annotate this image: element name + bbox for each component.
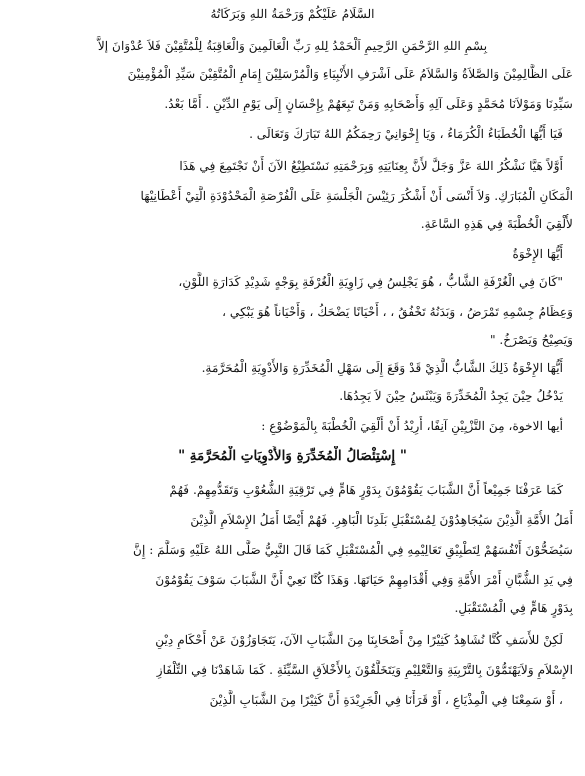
- text-line: عَلَى الظَّالِمِيْنَ وَالصَّلاَةُ وَالسَّلاَمُ عَلَى اَشْرَفِ الأَنْبِيَاءِ وَالْمُرْسَلِيْنَ إِمَامِ الْمُتَّقِيْنَ سَيِّدِ الْمُؤْمِنِيْنَ: [127, 67, 573, 81]
- text-line: كَمَا عَرَفْنَا جَمِيْعاً أَنَّ الشَّبَابَ يَقُوْمُوْنَ بِدَوْرٍ هَامٍّ فِي تَرْقِيَةِ الشُّعُوْبِ وَتَقَدُّمِهِمْ. فَهُمْ: [169, 483, 563, 497]
- text-line: أَمَلُ الأُمَّةِ الَّذِيْنَ سَيُجَاهِدُوْنَ لِمُسْتَقْبَلِ بَلَدِنَا الْبَاهِرِ. فَهُمْ أَيْضًا أَمَلُ الإِسْلاَمِ الَّذِيْنَ: [190, 513, 573, 527]
- text-line: سَيُضَحُّوْنَ أَنْفُسَهُمْ لِتَطْبِيْقِ تَعَالِيْمِهِ فِي الْمُسْتَقْبَلِ كَمَا قَالَ النَّبِيُّ صَلَّى اللهُ عَلَيْهِ وَسَلَّمَ : إِنَّ: [133, 543, 573, 557]
- topic-title: " إِسْتِئْصَالُ الْمُخَدِّرَةِ وَالأَدْوِيَاتِ الْمُحَرَّمَةِ ": [178, 448, 407, 464]
- text-line: لأُلْقِيَ الْخُطْبَةَ فِي هَذِهِ السَّاعَةِ.: [420, 217, 573, 231]
- text-line: بِدَوْرٍ هَامٍّ فِي الْمُسْتَقْبَلِ.: [454, 601, 573, 615]
- text-line: أيها الاخوة، مِنَ التَّزْيِيْنِ آنِفًا، أُرِيْدُ أَنْ أُلْقِيَ الْخُطْبَةَ بِالْمَوْضُوْعِ :: [261, 419, 563, 433]
- greeting-heading: السَّلَامُ عَلَيْكُمْ وَرَحْمَةُ اللهِ وَبَرَكَاتُهُ: [210, 7, 375, 21]
- text-line: فَيَا أَيُّهَا الْخُطَبَاءُ الْكُرَمَاءُ ، وَيَا إِخْوَانِيْ رَحِمَكُمُ اللهُ تَبَارَكَ وَتَعَالَى .: [249, 127, 563, 141]
- text-line: "كَانَ فِي الْغُرْفَةِ الشَّابُّ ، هُوَ يَجْلِسُ فِي زَاوِيَةِ الْغُرْفَةِ بِوَجْهٍ شَدِيْدِ كَدَارَةِ اللَّوْنِ،: [178, 275, 563, 289]
- text-line: الْمَكَانِ الْمُبَارَكِ. وَلاَ أَنْسَى أَنْ أَشْكُرَ رَئِيْسَ الْجَلْسَةِ عَلَى الْفُرْصَةِ الْمَحْدُوْدَةِ الَّتِيْ أَعْطَانِيْهَا: [140, 189, 573, 203]
- text-line: ، أَوْ سَمِعْنَا فِي الْمِذْيَاعِ ، أَوْ قَرَأْنَا فِي الْجَرِيْدَةِ أَنَّ كَثِيْرًا مِنَ الشَّبَابِ الَّذِيْنَ: [209, 693, 563, 707]
- text-line: أَيُّهَا الإِخْوَةُ ذَلِكَ الشَّابُّ الَّذِيْ قَدْ وَقَعَ إِلَى سَهْلِ الْمُخَدِّرَةِ وَالأَدْوِيَةِ الْمُحَرَّمَةِ.: [201, 361, 563, 375]
- text-line: سَيِّدِنَا وَمَوْلاَنَا مُحَمَّدٍ وَعَلَى آلِهِ وَأَصْحَابِهِ وَمَنْ تَبِعَهُمْ بِإِحْسَانٍ إِلَى يَوْمِ الدِّيْنِ . أَمَّا بَعْدُ.: [164, 97, 573, 111]
- document-page: [12, 0, 573, 776]
- text-line: وَيَصِيْحُ وَيَصْرَخُ. ": [489, 333, 573, 347]
- text-line: أَوَّلاً هَيَّا نَشْكُرُ اللهَ عَزَّ وَجَلَّ لأَنَّ بِعِنَايَتِهِ وَبِرَحْمَتِهِ نَسْتَطِيْعُ الآنَ أَنْ نَجْتَمِعَ فِي هَذَا: [179, 159, 563, 173]
- text-line: وَعِظَامُ جِسْمِهِ تَمْرَضُ ، وَبَدَنُهُ تَخْفُقُ ، ، أَحْيَانًا يَضْحَكُ ، وَأَحْيَاناً هُوَ يَبْكِي ،: [222, 305, 573, 319]
- text-line: الإِسْلاَمِ وَلاَيَهْتَمُّوْنَ بِالتَّرْبِيَةِ وَالتَّعْلِيْمِ وَيَتَخَلَّقُوْنَ بِالأَخْلاَقِ السَّيِّئَةِ . كَمَا شَاهَدْنَا فِي التِّلْفَازِ: [156, 663, 573, 677]
- text-line: أَيُّهَا الإِخْوَةُ: [512, 247, 563, 261]
- text-line: يَدْخُلُ حِيْنَ يَجِدُ الْمُخَدِّرَةَ وَيَبْئَسُ حِيْنَ لاَ يَجِدُهَا.: [339, 389, 563, 403]
- text-line: بِسْمِ اللهِ الرَّحْمَنِ الرَّحِيمِ اَلْحَمْدُ لِلهِ رَبِّ الْعَالَمِينَ وَالْعَاقِبَةُ لِلْمُتَّقِيْنَ فَلاَ عُدْوَانَ إلاَّ: [97, 39, 488, 53]
- text-line: لَكِنْ للأَسَفِ كُنَّا نُشَاهِدُ كَثِيْرًا مِنْ أَصْحَابِنَا مِنَ الشَّبَابِ الآنَ، يَتَجَاوَزُوْنَ عَنْ أَحْكَامِ دِيْنِ: [155, 633, 563, 647]
- text-line: فِي يَدِ الشُّبَّانِ أَمْرَ الأُمَّةِ وَفِي أَقْدَامِهِمْ حَيَاتَهَا. وَهَذَا كُنَّا نَعِيْ أَنَّ الشَّبَابَ سَوْفَ يَقُوْمُوْنَ: [155, 573, 573, 587]
